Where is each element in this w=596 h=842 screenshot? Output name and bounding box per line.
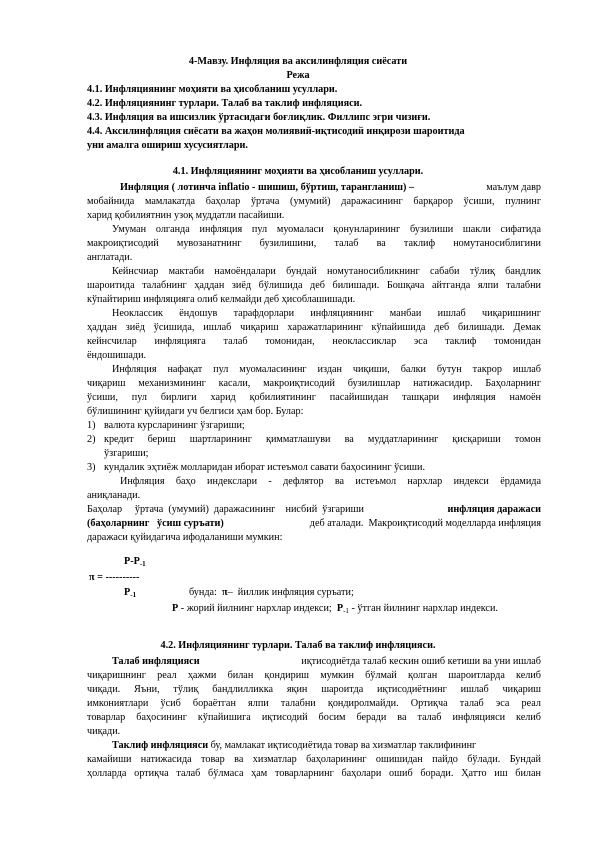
paragraph-text: Баҳолар ўртача (умумий) даражасининг нисбий ўзгариши xyxy=(87,504,367,515)
paragraph-line: англатади. xyxy=(87,252,133,263)
formula-explanation xyxy=(189,587,354,599)
list-item: кундалик эҳтиёж молларидан иборат истеъмол савати баҳосининг ўсиши. xyxy=(104,462,425,473)
paragraph-text: маълум давр xyxy=(486,182,541,193)
paragraph-line: Инфляция баҳо индекслари - дефлятор ва истеъмол нархлар индекси ёрдамида xyxy=(120,476,541,487)
list-item-number: 1) xyxy=(87,420,96,431)
list-item: валюта курсларининг ўзгариши; xyxy=(104,420,245,431)
formula-text: – йиллик инфляция суръати; xyxy=(227,587,354,598)
plan-item: 4.2. Инфляциянинг турлари. Талаб ва таклиф инфляцияси. xyxy=(87,98,363,109)
paragraph-line: мобайнида мамлакатда баҳолар ўртача (умумий) даражасининг барқарор ўсиши, пулнинг xyxy=(87,196,541,207)
paragraph-line: кейнсчилар инфляцияга талаб томонидан, неоклассиклар эса таклиф томонидан xyxy=(87,336,541,347)
paragraph-line: макроиқтисодий мувозанатнинг бузилишини, талаб ва таклиф номутаносиблигини xyxy=(87,238,541,249)
paragraph-line: товарлар баҳосининг кўпайишига иқтисодий босим беради ва талаб инфляцияси келиб xyxy=(87,712,541,723)
formula-denominator xyxy=(124,587,136,601)
formula-text: - ўтган йилнинг нархлар индекси. xyxy=(348,603,498,614)
formula-numerator xyxy=(124,556,146,570)
list-item: кредит бериш шартларининг қимматлашуви ва муддатларининг қисқариши томон xyxy=(104,434,541,445)
document-title: 4-Мавзу. Инфляция ва аксилинфляция сиёсати xyxy=(188,56,408,67)
term-bold: Таклиф инфляцияси xyxy=(112,740,209,751)
term-bold: инфляция даражаси xyxy=(447,504,541,515)
paragraph-line: чиқади. Яъни, тўлиқ бандлилликка яқин шароитда иқтисодиётнинг ишлаб чиқариш xyxy=(87,684,541,695)
paragraph-line xyxy=(112,740,541,752)
formula-explanation xyxy=(172,603,498,617)
paragraph-text: иқтисодиётда талаб кескин ошиб кетиши ва уни ишлаб xyxy=(296,656,541,667)
paragraph-line: харид қобилиятнин узоқ муддатли пасайиши. xyxy=(87,210,285,221)
paragraph-line: Умуман олганда инфляция пул муомаласи қонунларининг бузилиши шакли сифатида xyxy=(112,224,541,235)
paragraph-line: имкониятлари ўсиб бораётган ялпи талабни қондиролмайди. Ортиқча талаб эса реал xyxy=(87,698,541,709)
paragraph-line: ҳаддан зиёд ўсишида, ишлаб чиқариш харажатларининг кўпайишида деб билишади. Демак xyxy=(87,322,541,333)
section-heading: 4.2. Инфляциянинг турлари. Талаб ва таклиф инфляцияси. xyxy=(160,640,436,651)
section-heading: 4.1. Инфляциянинг моҳияти ва ҳисобланиш усуллари. xyxy=(172,166,424,177)
term-bold: (баҳоларнинг ўсиш суръати) xyxy=(87,518,224,529)
formula-symbol: P xyxy=(336,603,344,614)
paragraph-line: Кейнсчиар мактаби намоёндалари бундай номутаносибликнинг сабаби тўлиқ бандлик xyxy=(112,266,541,277)
paragraph-line: чиқаришнинг реал ҳажми билан қондириш мумкин бўлмай қолган шароитларда келиб xyxy=(87,670,541,681)
paragraph-line: ёндошишади. xyxy=(87,350,147,361)
paragraph-line xyxy=(87,504,541,516)
term-bold: Инфляция ( лотинча inflatio - шишиш, бўртиш, тарангланиш) – xyxy=(120,182,415,193)
plan-label: Режа xyxy=(286,70,310,81)
paragraph-line xyxy=(112,656,541,668)
paragraph-line: чиқади. xyxy=(87,726,121,737)
paragraph-line: аниқланади. xyxy=(87,490,141,501)
paragraph-line: кўпайтириш инфляцияга олиб келмайди деб ҳисоблашишади. xyxy=(87,294,356,305)
paragraph-line: Инфляция нафақат пул муомаласининг издан чиқиши, балки бутун такрор ишлаб xyxy=(112,364,541,375)
paragraph-line: камайиши натижасида товар ва хизматлар баҳоларининг ошишидан пайдо бўлади. Бундай xyxy=(87,754,541,765)
formula-symbol: P xyxy=(124,587,131,598)
formula-subscript: -1 xyxy=(130,591,137,599)
formula-symbol: π xyxy=(221,587,228,598)
paragraph-line: Неоклассик ёндошув тарафдорлари инфляциянинг манбаи ишлаб чиқаришнинг xyxy=(112,308,541,319)
paragraph-line: даражаси қуйидагича ифодаланиши мумкин: xyxy=(87,532,283,543)
paragraph-line: ўсиши, пул бирлиги харид қобилиятининг пасайишидан ташқари инфляция намоён xyxy=(87,392,541,403)
term-bold: Талаб инфляцияси xyxy=(112,656,200,667)
formula-symbol: P xyxy=(172,603,179,614)
formula-text: - жорий йилнинг нархлар индекси; xyxy=(178,603,337,614)
paragraph-line: шароитида талабнинг ҳаддан зиёд бўлишида деб билишади. Бошқача айтганда ялпи талабни xyxy=(87,280,541,291)
plan-item: 4.3. Инфляция ва ишсизлик ўртасидаги боғлиқлик. Филлипс эгри чизиғи. xyxy=(87,112,431,123)
formula-subscript: -1 xyxy=(139,560,146,568)
list-item: ўзгариши; xyxy=(104,448,149,459)
plan-item: 4.4. Аксилинфляция сиёсати ва жаҳон молиявий-иқтисодий инқирози шароитида xyxy=(87,126,465,137)
paragraph-line: ҳолларда ортиқча талаб бўлмаса ҳам товарларнинг баҳолари ошиб боради. Ҳатто иш билан xyxy=(87,768,541,779)
formula-lhs: π = ---------- xyxy=(89,572,140,583)
paragraph-line xyxy=(87,518,541,530)
paragraph-line: бўлишининг қуйидаги уч белгиси ҳам бор. Булар: xyxy=(87,406,304,417)
paragraph-text: бу, мамлакат иқтисодиётида товар ва хизматлар таклифининг xyxy=(208,740,477,751)
paragraph-text: деб аталади. Макроиқтисодий моделларда инфляция xyxy=(304,518,541,529)
paragraph-line: чиқариш механизмининг касали, макроиқтисодий бузилишлар натижасидир. Баҳоларнинг xyxy=(87,378,541,389)
list-item-number: 2) xyxy=(87,434,96,445)
plan-item: уни амалга ошириш хусусиятлари. xyxy=(87,140,248,151)
formula-text: бунда: xyxy=(189,587,222,598)
formula-symbol: P-P xyxy=(124,556,140,567)
formula-subscript: -1 xyxy=(343,607,349,615)
paragraph-line xyxy=(120,182,541,194)
plan-item: 4.1. Инфляциянинг моҳияти ва ҳисобланиш усуллари. xyxy=(87,84,338,95)
list-item-number: 3) xyxy=(87,462,96,473)
